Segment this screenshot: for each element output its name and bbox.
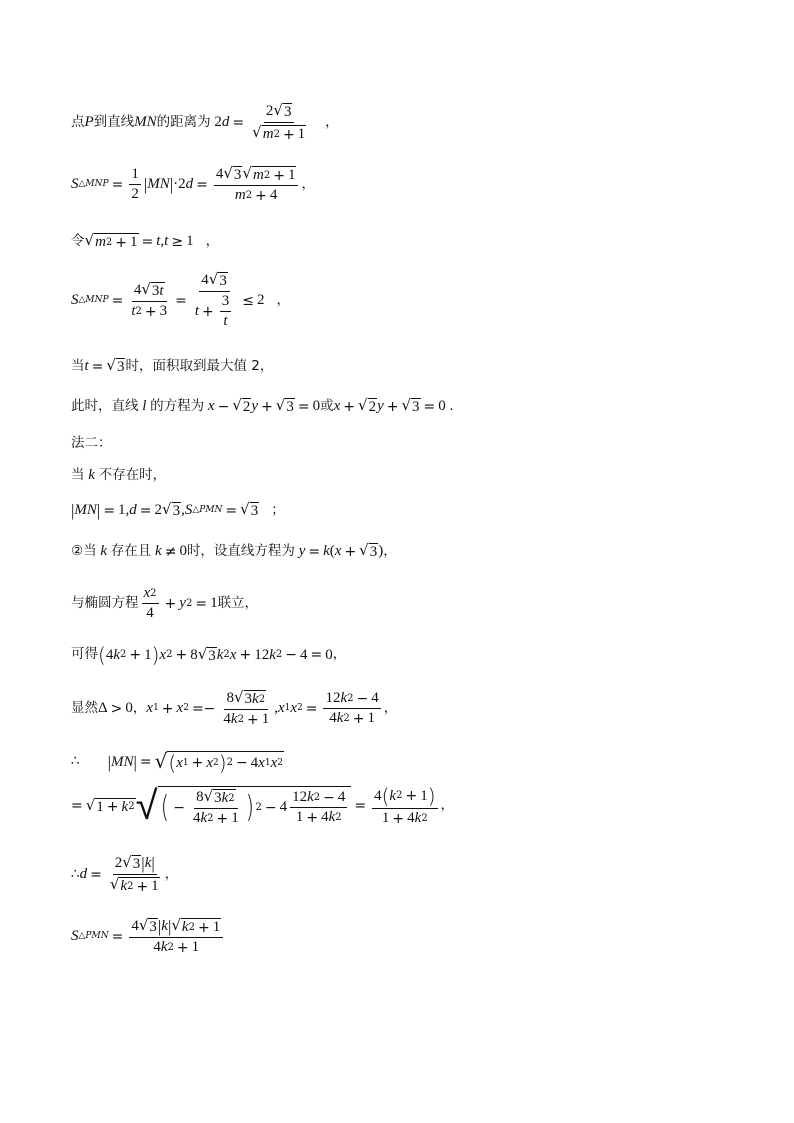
text-segment: 此时，直线 bbox=[71, 397, 139, 414]
text-segment: 时，设直线方程为 bbox=[186, 542, 295, 559]
area-k-line: S △PMN = 4 √ 3 | k | √ k 2 + 1 4 k 2 + 1 bbox=[71, 918, 226, 955]
text-segment: 点 bbox=[71, 113, 85, 130]
substitution-line: 令 √ m 2 + 1 = t , t ≥ 1 ， bbox=[71, 231, 220, 251]
chord-length-expanded-line: = √ 1 + k 2 √ ( − 8 √ 3 k 2 4 k 2 + 1 ) 2 − 4 12 k 2 − 4 1 + 4 k 2 = 4 ( k 2 + 1 ) 1 + 4 k 2 ， bbox=[71, 783, 455, 829]
text-segment: 当 bbox=[71, 466, 85, 483]
text-segment: ； bbox=[271, 501, 285, 518]
text-segment: 显然 bbox=[71, 699, 98, 716]
text-segment: 的方程为 bbox=[150, 397, 205, 414]
text-segment: 联立， bbox=[217, 594, 259, 611]
distance-line: 点 P 到直线 MN 的距离为 2 d = 2 √ 3 √ m 2 + 1 ， bbox=[71, 101, 339, 143]
k-undefined-line: 当 k 不存在时， bbox=[71, 466, 167, 483]
text-segment: 与椭圆方程 bbox=[71, 594, 139, 611]
text-segment: 当 bbox=[83, 542, 97, 559]
text-segment: 到直线 bbox=[93, 113, 135, 130]
text-segment: 时，面积取到最大值 2， bbox=[125, 357, 274, 374]
text-segment: 存在且 bbox=[110, 542, 152, 559]
text-segment: ， bbox=[440, 797, 455, 814]
text-segment: 法二： bbox=[71, 435, 112, 451]
text-segment: 的距离为 bbox=[156, 113, 211, 130]
text-segment: ， bbox=[332, 646, 347, 663]
distance-k-line: ∴ d = 2 √ 3 | k | √ k 2 + 1 ， bbox=[71, 853, 179, 895]
formula-fraction: 2 √ 3 √ m 2 + 1 bbox=[252, 101, 306, 143]
text-segment: ， bbox=[301, 175, 315, 192]
text-segment: ∴ bbox=[71, 753, 80, 770]
text-segment: ， bbox=[276, 291, 290, 308]
text-segment: ， bbox=[383, 699, 398, 716]
quadratic-line: 可得 ( 4 k 2 + 1 ) x 2 + 8 √ 3 k 2 x + 12 k 2 − 4 = 0 ， bbox=[71, 643, 347, 667]
text-segment: 当 bbox=[71, 357, 85, 374]
text-segment: 可得 bbox=[71, 646, 98, 663]
text-segment: ， bbox=[325, 113, 339, 130]
vieta-line: 显然 Δ > 0 ， x 1 + x 2 =− 8 √ 3 k 2 4 k 2 + 1 , x 1 x 2 = 12 k 2 − 4 4 k 2 + 1 ， bbox=[71, 688, 398, 728]
k-exists-line: ② 当 k 存在且 k ≠ 0 时，设直线方程为 y = k ( x + √ 3 ) ， bbox=[71, 541, 397, 560]
text-segment: ， bbox=[383, 542, 397, 559]
text-segment: ∴ bbox=[71, 865, 80, 882]
text-segment: ， bbox=[164, 865, 179, 882]
text-segment: 令 bbox=[71, 232, 85, 249]
text-segment: ， bbox=[205, 232, 220, 249]
text-segment: 或 bbox=[320, 397, 334, 414]
area-bound-line: S △MNP = 4 √ 3 t t 2 + 3 = 4 √ 3 t + $\frac{3}{t}$ ≤ 2 ， bbox=[71, 270, 290, 329]
text-segment: 不存在时， bbox=[98, 466, 167, 483]
text-segment: ② bbox=[71, 542, 84, 559]
max-area-line: 当 t = √ 3 时，面积取到最大值 2， bbox=[71, 356, 274, 375]
chord-length-line: ∴ | MN | = √ ( x 1 + x 2 ) 2 − 4 x 1 x 2 bbox=[71, 749, 283, 775]
line-equation-line: 此时，直线 l 的方程为 x − √ 2 y + √ 3 = 0 或 x + √ 2 y + √ 3 = 0 . bbox=[71, 396, 454, 415]
text-segment: ， bbox=[132, 699, 147, 716]
k-undefined-values-line: | MN | = 1, d = 2 √ 3 , S △PMN = √ 3 ； bbox=[71, 500, 285, 520]
area-formula-line: S △MNP = $\frac{1}{2}$ | MN | ·2 d = 4 √ 3 √ m 2 + 1 m 2 + 4 ， bbox=[71, 164, 315, 204]
ellipse-line: 与椭圆方程 x 2 4 + y 2 = 1 联立， bbox=[71, 585, 259, 621]
method-two-heading bbox=[71, 437, 112, 451]
